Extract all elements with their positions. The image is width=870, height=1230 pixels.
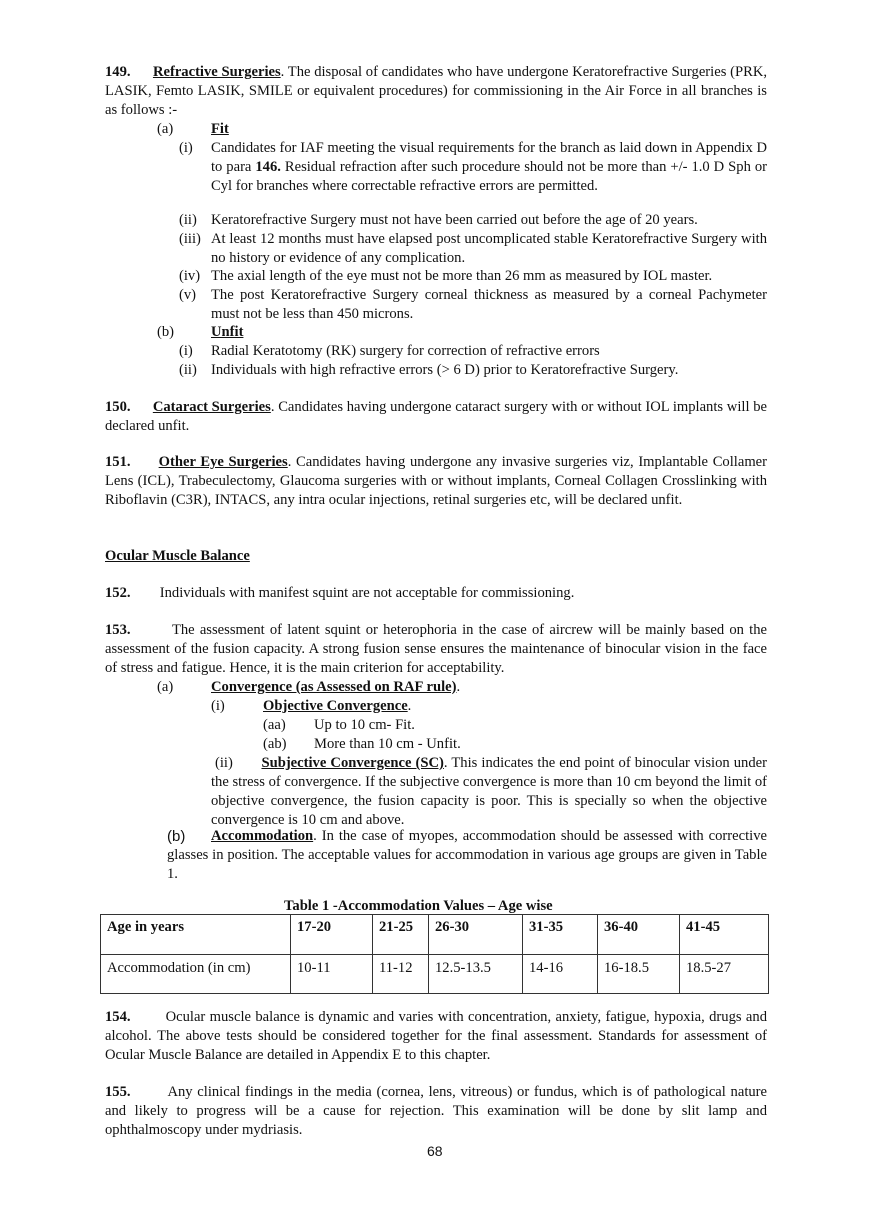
list-item-number: (i) xyxy=(179,343,193,359)
subpara-heading-subjective: Subjective Convergence (SC) xyxy=(261,755,444,771)
list-item-text: Individuals with high refractive errors (> 6 D) prior to Keratorefractive Surgery. xyxy=(211,362,679,378)
subpara-heading-objective: Objective Convergence. xyxy=(263,698,412,714)
subpara-heading-unfit: Unfit xyxy=(211,324,244,340)
para-151 xyxy=(105,453,767,510)
list-item-number: (ii) xyxy=(179,212,197,228)
subpara-label-b: (b) xyxy=(157,324,175,340)
para-150 xyxy=(105,398,767,436)
para-149 xyxy=(105,63,767,120)
table-cell: 11-12 xyxy=(373,955,429,994)
para-heading: Cataract Surgeries xyxy=(152,399,271,415)
list-item-text: Keratorefractive Surgery must not have been carried out before the age of 20 years. xyxy=(211,212,698,228)
list-item-text: The axial length of the eye must not be more than 26 mm as measured by IOL master. xyxy=(211,268,713,284)
table-row xyxy=(101,955,769,994)
table-header-cell: 26-30 xyxy=(429,915,523,955)
table-cell: 16-18.5 xyxy=(598,955,680,994)
table-cell: Accommodation (in cm) xyxy=(101,955,291,994)
subpara-heading-accommodation: Accommodation xyxy=(211,828,314,844)
list-item-text: Up to 10 cm- Fit. xyxy=(314,717,415,733)
table-cell: 18.5-27 xyxy=(680,955,769,994)
para-number: 153. xyxy=(105,622,131,638)
para-number: 154. xyxy=(105,1009,131,1025)
subpara-label-a: (a) xyxy=(157,679,174,695)
list-item-number: (v) xyxy=(179,287,197,303)
table-cell: 14-16 xyxy=(523,955,598,994)
list-item-text: Candidates for IAF meeting the visual requirements for the branch as laid down in Appendix D to para 146. Residual refraction after such procedure should not be more than +/- 1.0 D Sph or Cyl for branches where correctable refractive errors are permitted. xyxy=(211,140,767,194)
table-header-row xyxy=(101,915,769,955)
list-item-number: (ab) xyxy=(263,736,287,752)
list-item-number: (iv) xyxy=(179,268,201,284)
para-heading: Refractive Surgeries xyxy=(152,64,281,80)
para-heading: Other Eye Surgeries xyxy=(158,454,288,470)
para-number: 150. xyxy=(105,399,131,415)
subpara-label-a: (a) xyxy=(157,121,174,137)
subpara-heading-convergence: Convergence (as Assessed on RAF rule). xyxy=(211,679,461,695)
para-number: 149. xyxy=(105,64,131,80)
para-153 xyxy=(105,621,767,678)
subpara-label-b: (b) xyxy=(167,828,186,845)
para-154 xyxy=(105,1008,767,1065)
subpara-accommodation: Accommodation. In the case of myopes, accommodation should be assessed with corrective glasses in position. The acceptable values for accommodation in various age groups are given in Table 1. xyxy=(167,828,767,882)
para-number: 151. xyxy=(105,454,131,470)
table-cell: 10-11 xyxy=(291,955,373,994)
para-155 xyxy=(105,1083,767,1140)
para-text: Individuals with manifest squint are not acceptable for commissioning. xyxy=(159,585,575,601)
section-heading: Ocular Muscle Balance xyxy=(105,548,250,564)
list-item-number: (iii) xyxy=(179,231,201,247)
list-item-text: More than 10 cm - Unfit. xyxy=(314,736,461,752)
table-header-cell: Age in years xyxy=(101,915,291,955)
table-caption: Table 1 -Accommodation Values – Age wise xyxy=(284,898,553,914)
para-text: . The disposal of candidates who have undergone Keratorefractive Surgeries (PRK, LASIK, Femto LASIK, SMILE or equivalent procedures) for commissioning in the Air Force in all branches is as follows :- xyxy=(105,64,768,118)
table-header-cell: 41-45 xyxy=(680,915,769,955)
subpara-subjective-convergence: (ii) Subjective Convergence (SC). This indicates the end point of binocular vision under the stress of convergence. If the subjective convergence is more than 10 cm beyond the limit of objective convergence, the fusion capacity is poor. This is specially so when the objective convergence is 10 cm and above. xyxy=(211,755,767,828)
list-item-number: (i) xyxy=(179,140,193,156)
table-header-cell: 31-35 xyxy=(523,915,598,955)
list-item-number: (ii) xyxy=(179,362,197,378)
list-item-number: (i) xyxy=(211,698,225,714)
para-text: Ocular muscle balance is dynamic and varies with concentration, anxiety, fatigue, hypoxia, drugs and alcohol. The above tests should be considered together for the final assessment. Standards for assessment of Ocular Muscle Balance are detailed in Appendix E to this chapter. xyxy=(105,1009,767,1063)
list-item-text: Radial Keratotomy (RK) surgery for correction of refractive errors xyxy=(211,343,600,359)
subpara-heading-fit: Fit xyxy=(211,121,229,137)
page-number: 68 xyxy=(427,1143,443,1159)
accommodation-table xyxy=(100,914,769,994)
para-text: The assessment of latent squint or heterophoria in the case of aircrew will be mainly based on the assessment of the fusion capacity. A strong fusion sense ensures the maintenance of binocular vision in the face of stress and fatigue. Hence, it is the main criterion for acceptability. xyxy=(105,622,767,676)
para-text: . Candidates having undergone cataract surgery with or without IOL implants will be declared unfit. xyxy=(105,399,767,434)
table-header-cell: 36-40 xyxy=(598,915,680,955)
list-item-number: (aa) xyxy=(263,717,286,733)
table-header-cell: 21-25 xyxy=(373,915,429,955)
para-text: Any clinical findings in the media (cornea, lens, vitreous) or fundus, which is of pathological nature and likely to progress will be a cause for rejection. This examination will be done by slit lamp and ophthalmoscopy under mydriasis. xyxy=(105,1084,768,1138)
para-152 xyxy=(105,584,574,603)
table-header-cell: 17-20 xyxy=(291,915,373,955)
para-text: . Candidates having undergone any invasive surgeries viz, Implantable Collamer Lens (ICL), Trabeculectomy, Glaucoma surgeries with or without implants, Corneal Collagen Crosslinking with Riboflavin (C3R), INTACS, any intra ocular injections, retinal surgeries etc, will be declared unfit. xyxy=(105,454,768,508)
table-cell: 12.5-13.5 xyxy=(429,955,523,994)
para-number: 155. xyxy=(105,1084,131,1100)
list-item-text: At least 12 months must have elapsed post uncomplicated stable Keratorefractive Surgery with no history or evidence of any complication. xyxy=(211,231,767,266)
list-item-text: The post Keratorefractive Surgery corneal thickness as measured by a corneal Pachymeter must not be less than 450 microns. xyxy=(211,287,767,322)
para-number: 152. xyxy=(105,585,131,601)
